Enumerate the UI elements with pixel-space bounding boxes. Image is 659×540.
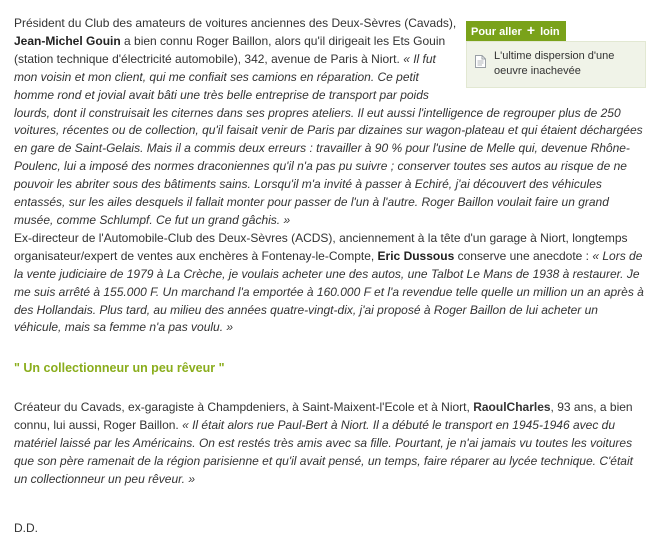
para3-text-2: , 93 ans, a bien connu, lui aussi, Roger Baillon. [14,400,633,432]
related-link-text[interactable]: L'ultime dispersion d'une oeuvre inachevée [494,50,615,77]
quote: « Il fut mon voisin et mon client, qui me confiait ses camions en réparation. Ce petit homme rond et jovial avait bâti une très belle entreprise de transport par poids lourds, dont il construisait les citernes dans ses propres ateliers. Il eut aussi l'intelligence de regrouper plus de 250 voitures, récentes ou de collection, qu'il faisait venir de Paris par dizaines sur wagon-plateau et qui étaient déchargées en gare de Saint-Gelais. Mais il a commis deux erreurs : travailler à 90 % pour l'usine de Melle qui, devenue Rhône-Poulenc, lui a imposé des normes draconiennes qu'il n'a pas pu suivre ; conserver toutes ses autos au risque de ne pouvoir les abriter sous des bâtiments sains. Lorsqu'il m'a invité à passer à Echiré, j'ai découvert des véhicules entassés, sur les ailes desquels il fallait monter pour passer de l'un à l'autre. Roger Baillon voulait faire un grand musée, comme Schlumpf. Ce fut un grand gâchis. » [14,51,643,227]
related-heading-post: loin [540,26,560,38]
related-link[interactable] [466,41,646,88]
article-body [14,15,646,337]
plus-icon: + [526,22,535,38]
paragraph-charles [14,399,646,489]
quote: « Lors de la vente judiciaire de 1979 à La Crèche, je voulais acheter une des autos, une Talbot Le Mans de 1938 à restaurer. Je me suis arrêté à 155.000 F. Un marchand l'a emportée à 160.000 F et l'a revendue telle quelle un million un an après à des Hollandais. Plus tard, au milieu des années quatre-vingt-dix, j'ai proposé à Roger Baillon de lui acheter un véhicule, mais sa femme n'a pas voulu. » [14,248,644,335]
para2-text-2: conserve une anecdote : [454,248,593,263]
person-name: Jean-Michel Gouin [14,33,121,48]
para2-text: Ex-directeur de l'Automobile-Club des Deux-Sèvres (ACDS), anciennement à la tête d'un garage à Niort, longtemps organisateur/expert de ventes aux enchères à Fontenay-le-Compte, [14,230,628,263]
para1-text: Président du Club des amateurs de voitures anciennes des Deux-Sèvres (Cavads), [14,16,457,30]
paragraph-dussous [14,230,646,337]
document-icon [475,55,486,73]
related-box-header [466,21,566,41]
section-subheading: " Un collectionneur un peu rêveur " [14,361,225,375]
para3-text: Créateur du Cavads, ex-garagiste à Champdeniers, à Saint-Maixent-l'Ecole et à Niort, [14,400,474,414]
para1-text-2: a bien connu Roger Baillon, alors qu'il dirigeait les Ets Gouin (station technique d'électricité automobile), 342, avenue de Paris à Niort. [14,33,446,66]
article-body-2 [14,399,646,489]
quote: « Il était alors rue Paul-Bert à Niort. Il a débuté le transport en 1945-1946 avec du matériel laissé par les Américains. On est restés très amis avec sa fille. Pourtant, je n'ai jamais vu toutes les voitures que son père ramenait de la région parisienne et qu'il avait pensé, un temps, faire réparer au lycée technique. C'était un collectionneur un peu rêveur. » [14,417,633,486]
person-name: Eric Dussous [377,248,455,263]
person-name: RaoulCharles [473,400,551,414]
related-box [466,21,646,88]
author-signature: D.D. [14,521,38,535]
related-heading-pre: Pour aller [471,26,522,38]
